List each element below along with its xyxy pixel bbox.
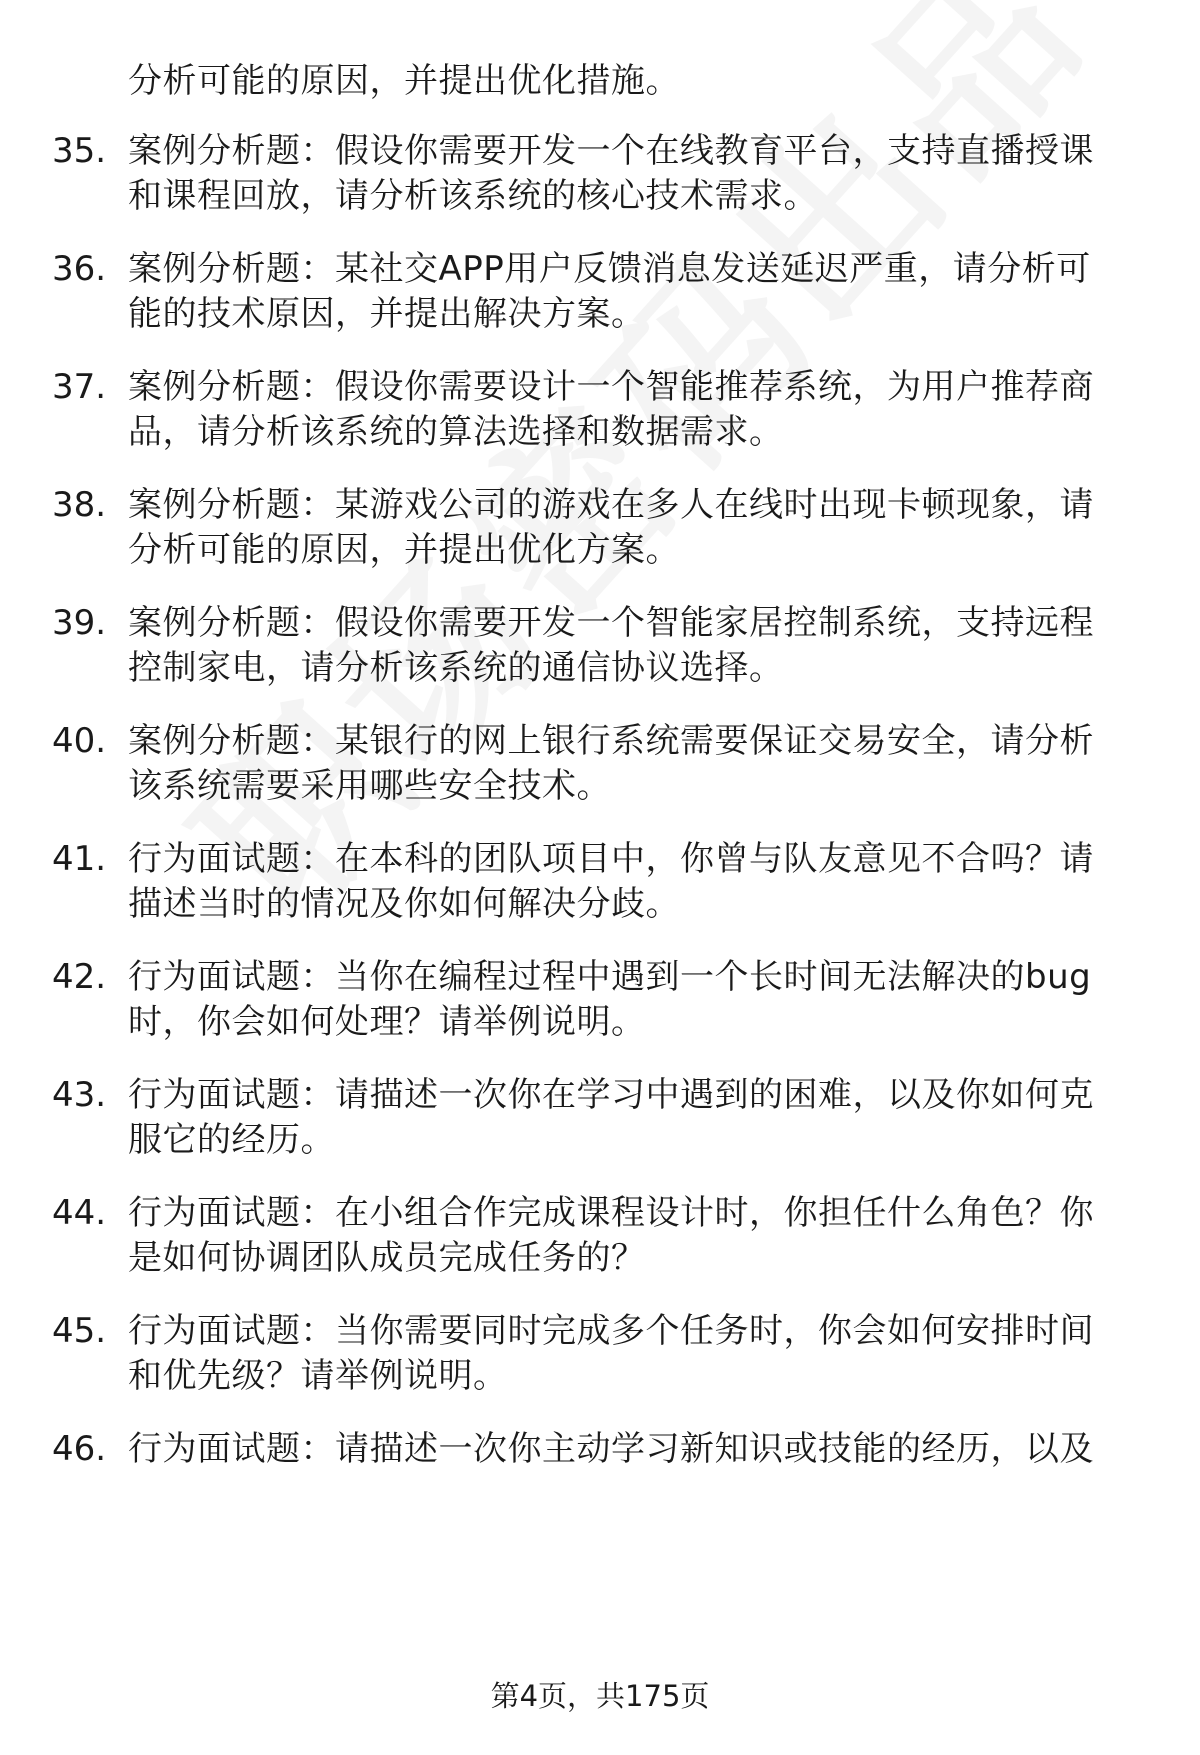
question-text-line1: 案例分析题：假设你需要设计一个智能推荐系统，为用户推荐商 [128, 367, 1094, 407]
question-text-line2: 分析可能的原因，并提出优化方案。 [128, 530, 680, 570]
question-text-line1: 案例分析题：某银行的网上银行系统需要保证交易安全，请分析 [128, 721, 1094, 761]
question-number: 43. [52, 1075, 107, 1115]
continuation-line: 分析可能的原因，并提出优化措施。 [128, 61, 680, 101]
question-text-line1: 案例分析题：某社交APP用户反馈消息发送延迟严重，请分析可 [128, 249, 1091, 289]
page-footer: 第4页，共175页 [490, 1679, 710, 1713]
question-number: 37. [52, 367, 107, 407]
question-number: 45. [52, 1311, 107, 1351]
question-text-line2: 时，你会如何处理？请举例说明。 [128, 1002, 646, 1042]
question-number: 35. [52, 131, 107, 171]
question-text-line2: 能的技术原因，并提出解决方案。 [128, 294, 646, 334]
question-number: 44. [52, 1193, 107, 1233]
question-text-line1: 行为面试题：在小组合作完成课程设计时，你担任什么角色？你 [128, 1193, 1094, 1233]
question-number: 40. [52, 721, 107, 761]
question-text-line2: 品，请分析该系统的算法选择和数据需求。 [128, 412, 784, 452]
question-text-line2: 和优先级？请举例说明。 [128, 1356, 508, 1396]
question-text-line2: 描述当时的情况及你如何解决分歧。 [128, 884, 680, 924]
question-text-line2: 该系统需要采用哪些安全技术。 [128, 766, 611, 806]
question-number: 46. [52, 1429, 107, 1469]
question-text-line2: 控制家电，请分析该系统的通信协议选择。 [128, 648, 784, 688]
question-text-line2: 是如何协调团队成员完成任务的？ [128, 1238, 646, 1278]
question-text-line1: 案例分析题：假设你需要开发一个智能家居控制系统，支持远程 [128, 603, 1094, 643]
question-text-line2: 和课程回放，请分析该系统的核心技术需求。 [128, 176, 818, 216]
question-number: 41. [52, 839, 107, 879]
question-number: 38. [52, 485, 107, 525]
question-text-line1: 行为面试题：当你在编程过程中遇到一个长时间无法解决的bug [128, 957, 1092, 997]
question-text-line1: 案例分析题：某游戏公司的游戏在多人在线时出现卡顿现象，请 [128, 485, 1094, 525]
question-text-line1: 案例分析题：假设你需要开发一个在线教育平台，支持直播授课 [128, 131, 1094, 171]
question-text-line1: 行为面试题：当你需要同时完成多个任务时，你会如何安排时间 [128, 1311, 1094, 1351]
question-text-line1: 行为面试题：请描述一次你在学习中遇到的困难，以及你如何克 [128, 1075, 1094, 1115]
question-text-line2: 服它的经历。 [128, 1120, 335, 1160]
question-text-line1: 行为面试题：请描述一次你主动学习新知识或技能的经历，以及 [128, 1429, 1094, 1469]
question-text-line1: 行为面试题：在本科的团队项目中，你曾与队友意见不合吗？请 [128, 839, 1094, 879]
question-number: 42. [52, 957, 107, 997]
question-number: 39. [52, 603, 107, 643]
question-number: 36. [52, 249, 107, 289]
